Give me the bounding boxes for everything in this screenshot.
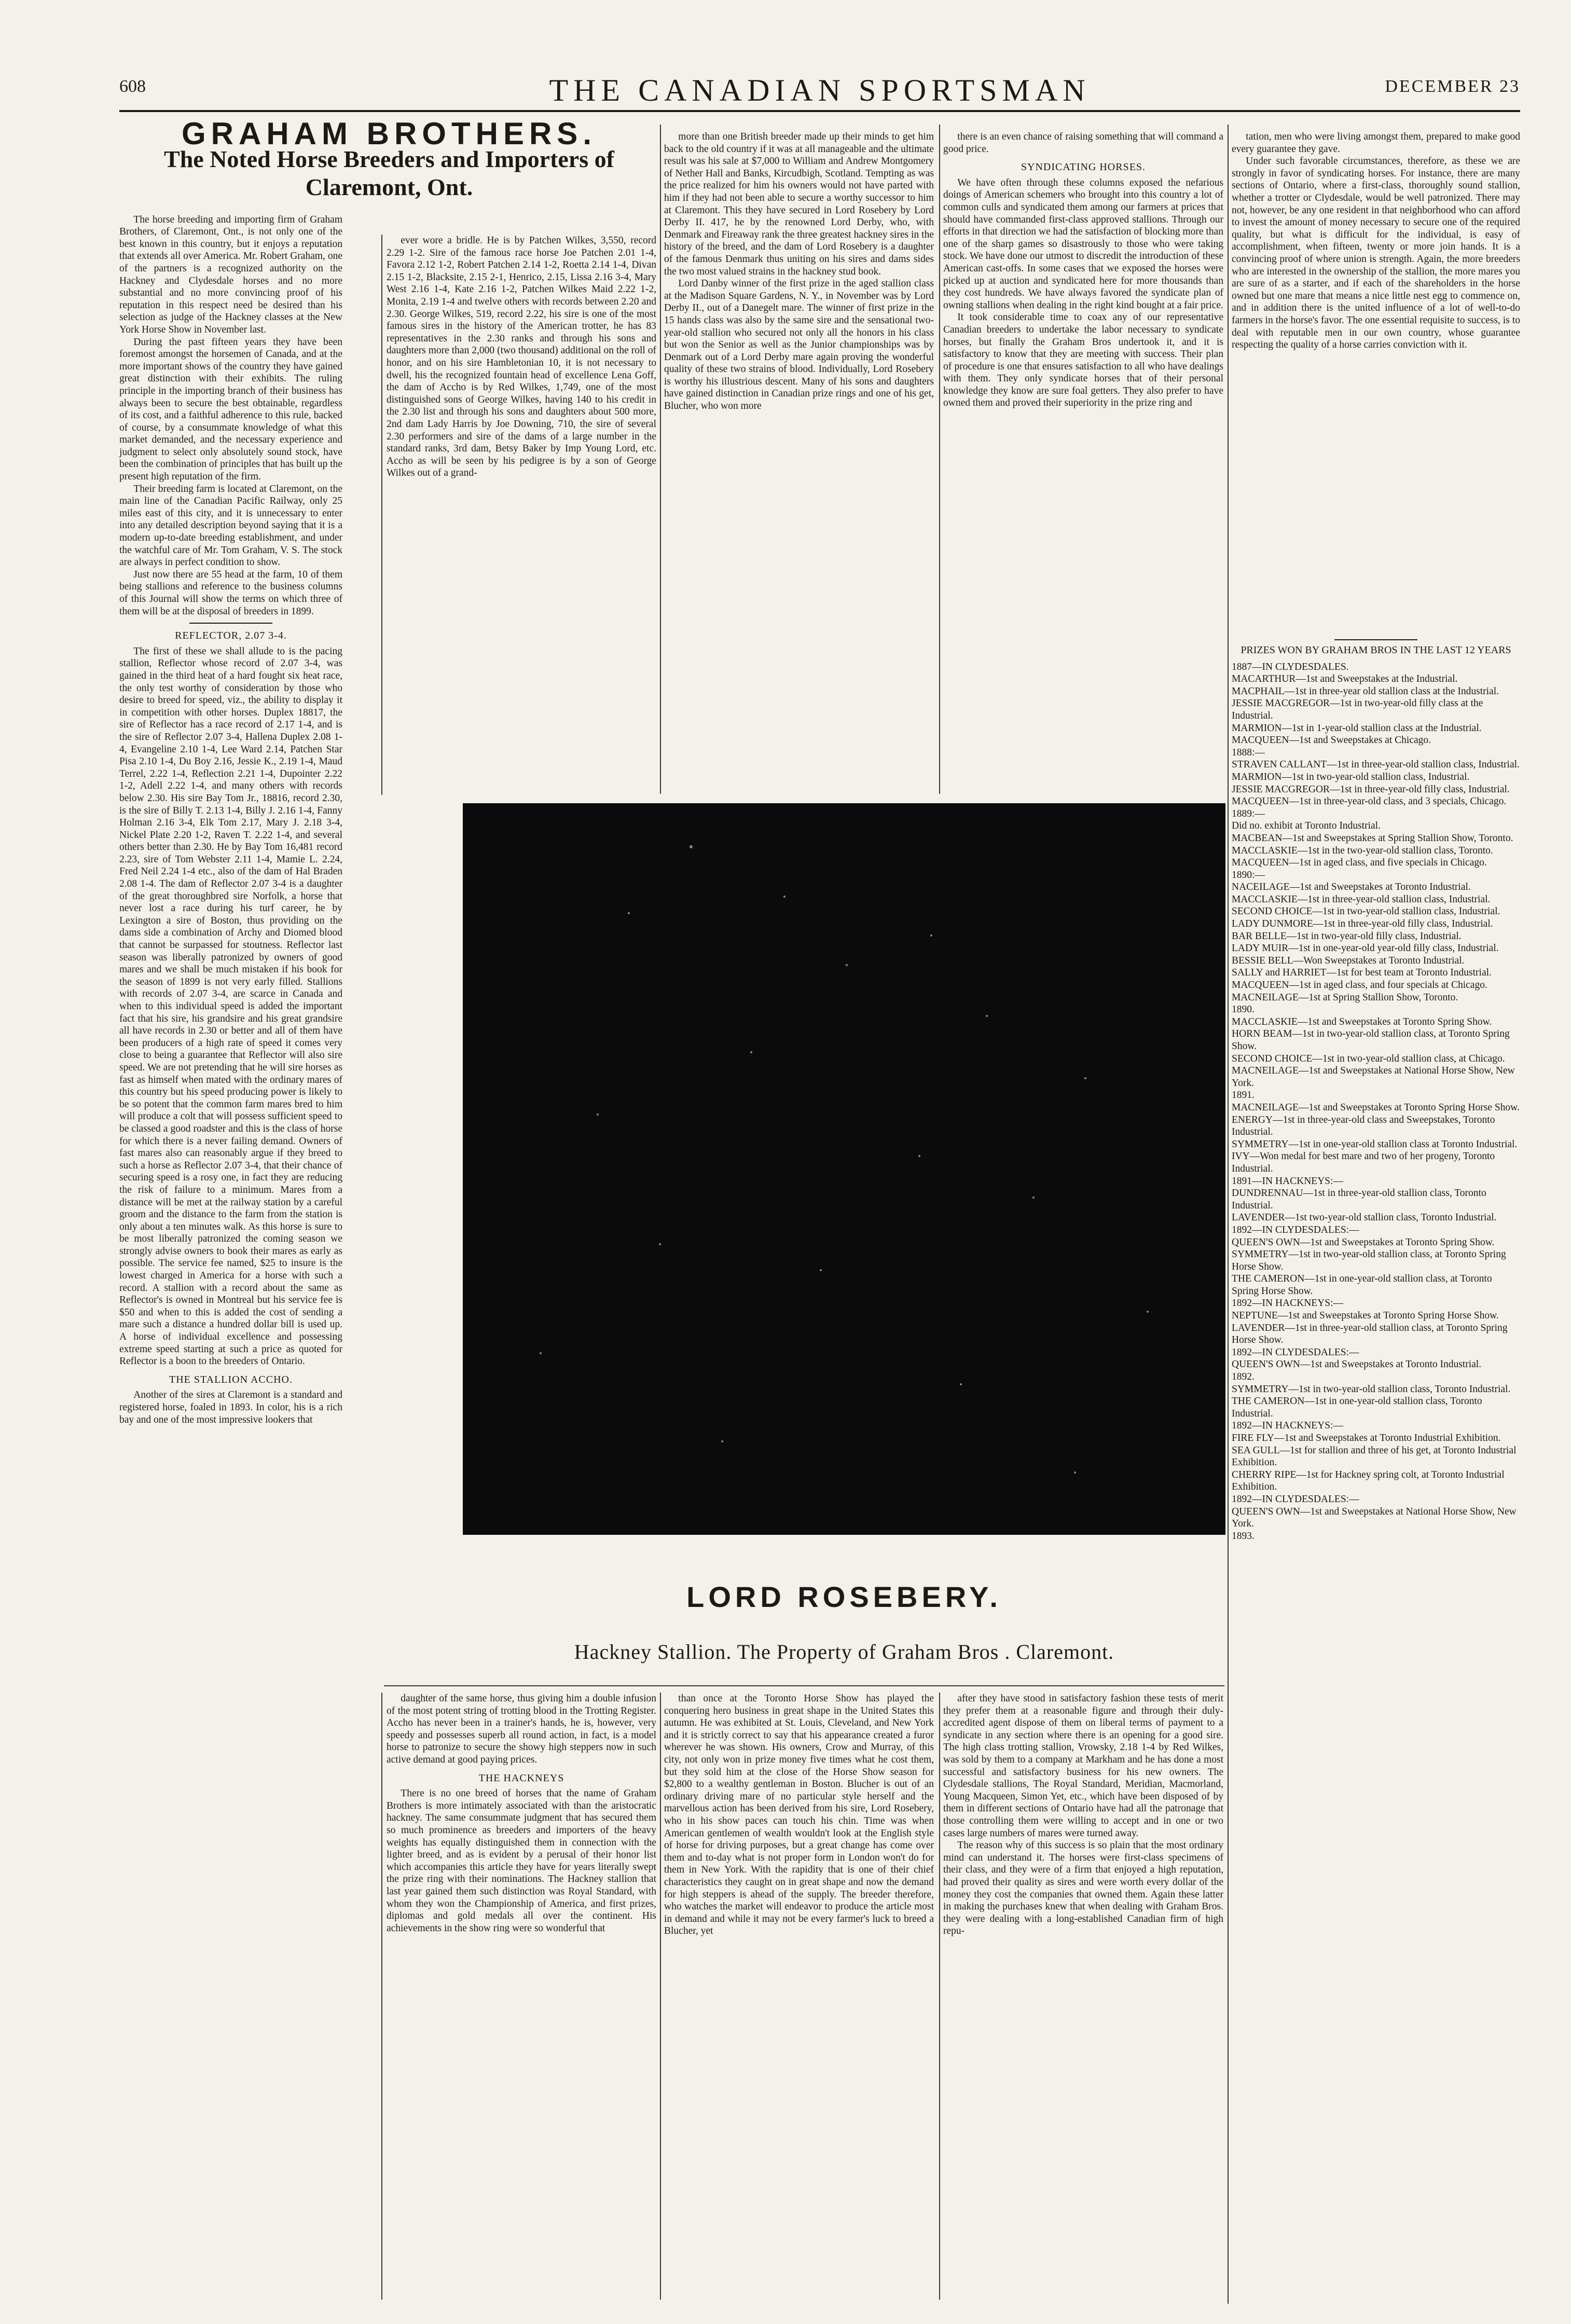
- prize-line: MACCLASKIE—1st in three-year-old stallion class, Industrial.: [1232, 893, 1491, 905]
- prize-line: SYMMETRY—1st in one-year-old stallion class at Toronto Industrial.: [1232, 1138, 1518, 1150]
- prize-heading: PRIZES WON BY GRAHAM BROS IN THE LAST 12 YEARS: [1241, 644, 1511, 656]
- prize-line: 1890:—: [1232, 869, 1265, 881]
- paragraph: ever wore a bridle. He is by Patchen Wilkes, 3,550, record 2.29 1-2. Sire of the famous race horse Joe Patchen 2.01 1-4, Favora 2.12 1-2, Robert Patchen 2.14 1-2, Roetta 2.14 1-4, Divan 2.15 1-2, Blacksite, 2.15 2-1, Henrico, 2.15, Lissa 2.16 3-4, Mary West 2.16 1-4, Kate 2.16 1-2, Patchen Wilkes Maid 2.22 1-2, Monita, 2.19 1-4 and twelve others with records between 2.20 and 2.30. George Wilkes, 519, record 2.22, his sire is one of the most famous sires in the history of the American trotter, he has 83 representatives in the 2.30 ranks and through his sons and daughters more than 2,000 (two thousand) additional on the roll of honor, and on his sire Hambletonian 10, it is not necessary to dwell, his the recognized fountain head of excellence Lena Goff, the dam of Accho is by Red Wilkes, 1,749, one of the most distinguished sons of George Wilkes, having 140 to his credit in the 2.30 list and through his sons and daughters about 500 more, 2nd dam Lady Harris by Joe Downing, 710, the sire of several 2.30 performers and sire of the dams of a large number in the standard ranks, 3rd dam, Betsy Baker by Imp Young Lord, etc. Accho as will be seen by his pedigree is by a son of George Wilkes out of a grand-: [387, 235, 656, 479]
- prize-line: SECOND CHOICE—1st in two-year-old stallion class, Industrial.: [1232, 906, 1500, 917]
- prize-line: 1890.: [1232, 1004, 1255, 1015]
- prize-line: MACCLASKIE—1st in the two-year-old stallion class, Toronto.: [1232, 845, 1493, 856]
- column-7: [664, 1693, 934, 1937]
- prize-line: Did no. exhibit at Toronto Industrial.: [1232, 820, 1381, 832]
- column-8: [943, 1693, 1223, 1937]
- section-heading-accho: THE STALLION ACCHO.: [169, 1373, 293, 1385]
- section-heading-syndicating: SYNDICATING HORSES.: [1021, 161, 1146, 173]
- prize-line: QUEEN'S OWN—1st and Sweepstakes at Toronto Industrial.: [1232, 1359, 1482, 1370]
- column-6: [387, 1693, 656, 1934]
- header-rule: [119, 110, 1520, 112]
- section-heading-reflector: REFLECTOR, 2.07 3-4.: [175, 630, 287, 642]
- prize-line: MARMION—1st in 1-year-old stallion class at the Industrial.: [1232, 722, 1482, 734]
- column-4: [943, 131, 1223, 409]
- paragraph: Their breeding farm is located at Claremont, on the main line of the Canadian Pacific Railway, only 25 miles east of this city, and it is unnecessary to enter into any detailed description beyond saying that it is a modern up-to-date breeding establishment, and under the watchful care of Mr. Tom Graham, V. S. The stock are always in perfect condition to show.: [119, 483, 342, 568]
- paragraph: During the past fifteen years they have been foremost amongst the horsemen of Canada, and at the more important shows of the country they have gained great distinction with their exhibits. The ruling principle in the importing branch of their business has always been to secure the best obtainable, regardless of its cost, and a faithful adherence to this rule, backed of course, by a consummate knowledge of what this market demanded, and the necessary experience and judgment to select only absolutely sound stock, have been the combination of principles that has built up the present high reputation of the firm.: [119, 336, 342, 483]
- paragraph: The horse breeding and importing firm of Graham Brothers, of Claremont, Ont., is not only one of the best known in this country, but it enjoys a reputation that extends all over America. Mr. Robert Graham, one of the partners is a recognized authority on the Hackney and Clydesdale horses and no more substantial and no more convincing proof of his reputation in this respect need be desired than his selection as judge of the Hackney classes at the New York Horse Show in November last.: [119, 214, 342, 335]
- prize-line: JESSIE MACGREGOR—1st in two-year-old filly class at the Industrial.: [1232, 698, 1483, 721]
- prize-line: MACQUEEN—1st in aged class, and five specials in Chicago.: [1232, 857, 1487, 869]
- prize-line: SECOND CHOICE—1st in two-year-old stallion class, at Chicago.: [1232, 1053, 1505, 1064]
- bottom-section-rule: [384, 1685, 1224, 1686]
- lord-rosebery-photo: [463, 803, 1225, 1535]
- prize-line: IVY—Won medal for best mare and two of her progeny, Toronto Industrial.: [1232, 1151, 1495, 1174]
- prize-line: MACARTHUR—1st and Sweepstakes at the Industrial.: [1232, 673, 1458, 685]
- column-3: [664, 131, 934, 412]
- column-rule: [660, 1693, 661, 2300]
- paragraph: There is no one breed of horses that the name of Graham Brothers is more intimately associated with than the aristocratic hackney. The same consummate judgment that has secured them so much prominence as breeders and importers of the heavy weights has equally distinguished them in connection with the lighter breed, and as is evident by a perusal of their honor list which accompanies this article they have for years literally swept the prize ring with their nominations. The Hackney stallion that last year gained them such distinction was Royal Standard, with whom they won the Championship of America, and first prizes, diplomas and gold medals all over the continent. His achievements in the show ring were so wonderful that: [387, 1788, 656, 1934]
- prize-line: MARMION—1st in two-year-old stallion class, Industrial.: [1232, 771, 1470, 782]
- page-header: [119, 73, 1520, 109]
- prize-line: LAVENDER—1st two-year-old stallion class, Toronto Industrial.: [1232, 1212, 1497, 1223]
- section-rule: [189, 623, 272, 624]
- column-rule: [381, 235, 382, 795]
- prize-line: MACBEAN—1st and Sweepstakes at Spring Stallion Show, Toronto.: [1232, 832, 1513, 844]
- prize-lines: [1232, 661, 1520, 1543]
- prize-line: STRAVEN CALLANT—1st in three-year-old stallion class, Industrial.: [1232, 759, 1520, 771]
- paragraph: Another of the sires at Claremont is a standard and registered horse, foaled in 1893. In color, his is a rich bay and one of the most impressive lookers that: [119, 1390, 342, 1425]
- prize-line: 1892—IN CLYDESDALES:—: [1232, 1346, 1359, 1358]
- column-rule: [660, 125, 661, 794]
- photo-caption-sub: Hackney Stallion. The Property of Graham Bros . Claremont.: [574, 1640, 1114, 1663]
- column-rule: [1228, 125, 1229, 2304]
- prize-line: MACNEILAGE—1st at Spring Stallion Show, Toronto.: [1232, 992, 1458, 1003]
- prize-line: SYMMETRY—1st in two-year-old stallion class, at Toronto Spring Horse Show.: [1232, 1249, 1506, 1272]
- prize-list: [1232, 639, 1520, 1542]
- paragraph: Lord Danby winner of the first prize in the aged stallion class at the Madison Square Gardens, N. Y., in November was by Lord Derby II., out of a Danegelt mare. The winner of first prize in the 15 hands class was also by the same sire and the sensational two-year-old stallion who secured not only all the honors in his class but won the Senior as well as the Junior championships was by Denmark out of a Lord Derby mare again proving the wonderful quality of these two strains of blood. Individually, Lord Rosebery is worthy his illustrious descent. Many of his sons and daughters have gained distinction in Canadian prize rings and one of his get, Blucher, who won more: [664, 278, 934, 412]
- column-rule: [939, 125, 940, 794]
- photo-caption-name: LORD ROSEBERY.: [686, 1580, 1002, 1613]
- page-number: 608: [119, 77, 146, 96]
- prize-line: LADY MUIR—1st in one-year-old year-old filly class, Industrial.: [1232, 943, 1499, 954]
- prize-line: QUEEN'S OWN—1st and Sweepstakes at National Horse Show, New York.: [1232, 1506, 1517, 1530]
- paragraph: We have often through these columns exposed the nefarious doings of American schemers who brought into this country a lot of common culls and syndicated them among our farmers at prices that should have commanded first-class approved stallions. Through our efforts in that direction we had the satisfaction of blocking more than one of the sharp games so disastrously to those who were taking stock. We have done our utmost to discredit the introduction of these American cast-offs. In some cases that we exposed the horses were picked up at auction and syndicated here for more thousands than they cost hundreds. We have always favored the syndicate plan of owning stallions when dealing in the right kind bought at a fair price.: [943, 177, 1223, 311]
- prize-line: CHERRY RIPE—1st for Hackney spring colt, at Toronto Industrial Exhibition.: [1232, 1469, 1505, 1493]
- prize-line: BAR BELLE—1st in two-year-old filly class, Industrial.: [1232, 930, 1462, 942]
- prize-line: BESSIE BELL—Won Sweepstakes at Toronto Industrial.: [1232, 955, 1465, 966]
- paragraph: Under such favorable circumstances, therefore, as these we are strongly in favor of syndicating horses. For instance, there are many sections of Ontario, where a first-class, thoroughly sound stallion, whether a trotter or Clydesdale, would be well patronized. There may not, however, be any one resident in that neighborhood who can afford to invest the amount of money necessary to secure one of the required quality, but what is difficult for the individual, is easy of accomplishment, when fifteen, twenty or more join hands. It is a convincing proof of where union is strength. Again, the more breeders who are interested in the ownership of the stallion, the more mares you are sure of as a starter, and if each of the shareholders in the horse owned but one mare that means a nice little nest egg to commence on, and in addition there is the united influence of a lot of well-to-do farmers in the horse's favor. The one essential requisite to success, is to deal with reputable men in our own country, whose guarantee respecting the quality of a horse carries conviction with it.: [1232, 156, 1520, 351]
- prize-line: MACNEILAGE—1st and Sweepstakes at Toronto Spring Horse Show.: [1232, 1102, 1520, 1113]
- column-rule: [939, 1693, 940, 2300]
- prize-line: 1892—IN CLYDESDALES:—: [1232, 1224, 1359, 1235]
- photo-image: [463, 803, 1225, 1535]
- prize-line: 1893.: [1232, 1530, 1255, 1542]
- prize-line: 1892—IN HACKNEYS:—: [1232, 1420, 1344, 1432]
- prize-line: 1891.: [1232, 1090, 1255, 1101]
- paragraph: daughter of the same horse, thus giving him a double infusion of the most potent string of trotting blood in the Trotting Register. Accho has never been in a trainer's hands, he is, however, very speedy and possesses superb all round action, in fact, is a model horse to patronize to secure the showy high steppers now in such active demand at good paying prices.: [387, 1693, 656, 1765]
- prize-line: DUNDRENNAU—1st in three-year-old stallion class, Toronto Industrial.: [1232, 1188, 1486, 1211]
- column-2: [387, 235, 656, 479]
- prize-line: SALLY and HARRIET—1st for best team at Toronto Industrial.: [1232, 967, 1492, 979]
- prize-line: 1888:—: [1232, 747, 1265, 758]
- prize-rule: [1334, 639, 1417, 640]
- prize-line: MACQUEEN—1st in three-year-old class, and 3 specials, Chicago.: [1232, 796, 1507, 807]
- prize-line: QUEEN'S OWN—1st and Sweepstakes at Toronto Spring Show.: [1232, 1236, 1495, 1248]
- prize-line: LAVENDER—1st in three-year-old stallion class, at Toronto Spring Horse Show.: [1232, 1322, 1508, 1346]
- prize-line: THE CAMERON—1st in one-year-old stallion class, Toronto Industrial.: [1232, 1396, 1482, 1419]
- prize-line: NEPTUNE—1st and Sweepstakes at Toronto Spring Horse Show.: [1232, 1310, 1499, 1322]
- paragraph: The reason why of this success is so plain that the most ordinary mind can understand it. The horses were first-class specimens of their class, and they were of a firm that enjoyed a high reputation, had proved their quality as sires and were worth every dollar of the money they cost the companies that owned them. Again these latter in making the purchases knew that when dealing with Graham Bros. they were dealing with a long-established Canadian firm of high repu-: [943, 1840, 1223, 1937]
- prize-line: MACPHAIL—1st in three-year old stallion class at the Industrial.: [1232, 685, 1499, 697]
- paragraph: more than one British breeder made up their minds to get him back to the old country if it was at all manageable and the ultimate result was his sale at $7,000 to William and Andrew Montgomery of Nether Hall and Banks, Kircudbigh, Scotland. Tempting as was the price realized for him his owners would not have parted with him if they had not been able to secure a worthy successor to him at Claremont. This they have secured in Lord Rosebery by Lord Derby II. 417, he by the renowned Lord Derby, who, with Denmark and Fireaway rank the three greatest hackney sires in the history of the breed, and the dam of Lord Rosebery is a daughter of the famous Denmark thus uniting on his sires and dams sides the two most valued strains in the hackney stud book.: [664, 131, 934, 277]
- prize-line: JESSIE MACGREGOR—1st in three-year-old filly class, Industrial.: [1232, 783, 1510, 795]
- prize-line: 1892—IN HACKNEYS:—: [1232, 1298, 1344, 1309]
- prize-line: 1892—IN CLYDESDALES:—: [1232, 1493, 1359, 1505]
- column-1-body: [119, 214, 342, 1426]
- prize-line: THE CAMERON—1st in one-year-old stallion class, at Toronto Spring Horse Show.: [1232, 1273, 1492, 1297]
- prize-line: 1891—IN HACKNEYS:—: [1232, 1175, 1344, 1187]
- prize-line: 1887—IN CLYDESDALES.: [1232, 661, 1349, 672]
- prize-line: MACQUEEN—1st and Sweepstakes at Chicago.: [1232, 735, 1431, 746]
- article-title: GRAHAM BROTHERS.: [182, 116, 597, 151]
- prize-line: NACEILAGE—1st and Sweepstakes at Toronto Industrial.: [1232, 882, 1471, 893]
- prize-line: FIRE FLY—1st and Sweepstakes at Toronto Industrial Exhibition.: [1232, 1433, 1501, 1443]
- article-subtitle: The Noted Horse Breeders and Importers of Claremont, Ont.: [164, 145, 614, 200]
- paragraph: than once at the Toronto Horse Show has played the conquering hero business in great shape in the United States this autumn. He was exhibited at St. Louis, Cleveland, and New York and it is strictly correct to say that his appearance created a furor wherever he was shown. His owners, Crow and Murray, of this city, not only won in prize money five times what he cost them, but they sold him at the close of the Horse Show season for $2,800 to a wealthy gentleman in Boston. Blucher is out of an ordinary driving mare of no particular style herself and the marvellous action has been derived from his sire, Lord Rosebery, who in his show paces can touch his chin. Time was when American gentlemen of wealth wouldn't look at the English style of horse for driving purposes, but a great change has come over them and to-day what is not proper form in London won't do for them in New York. With the rapidity that is one of their chief characteristics they caught on in great shape and now the demand for high steppers is ahead of the supply. The breeder therefore, who watches the market will endeavor to produce the article most in demand and while it may not be every farmer's luck to breed a Blucher, yet: [664, 1693, 934, 1937]
- prize-line: SYMMETRY—1st in two-year-old stallion class, Toronto Industrial.: [1232, 1383, 1511, 1395]
- prize-line: LADY DUNMORE—1st in three-year-old filly class, Industrial.: [1232, 918, 1493, 930]
- section-heading-hackneys: THE HACKNEYS: [478, 1772, 564, 1784]
- masthead: THE CANADIAN SPORTSMAN: [549, 73, 1091, 107]
- prize-line: HORN BEAM—1st in two-year-old stallion class, at Toronto Spring Show.: [1232, 1028, 1510, 1052]
- paragraph: tation, men who were living amongst them, prepared to make good every guarantee they gave.: [1232, 131, 1520, 155]
- column-rule: [381, 1693, 382, 2300]
- paragraph: The first of these we shall allude to is the pacing stallion, Reflector whose record of 2.07 3-4, was gained in the third heat of a hard fought six heat race, the only test worthy of consideration by those who desire to breed for speed, viz., the ability to display it in competition with other horses. Duplex 18817, the sire of Reflector has a race record of 2.17 1-4, and is the sire of Reflector 2.07 3-4, Hallena Duplex 2.08 1-4, Evangeline 2.10 1-4, Lee Ward 2.14, Patchen Star Pisa 2.10 1-4, Du Boy 2.16, Jessie K., 2.19 1-4, Maud Terrel, 2.22 1-4, Reflection 2.21 1-4, Dupointer 2.22 1-2, Adell 2.22 1-4, and many others with records below 2.30. His sire Bay Tom Jr., 18816, record 2.30, is the sire of Billy T. 2.13 1-4, Billy J. 2.16 1-4, Fanny Holman 2.16 3-4, Elk Tom 2.17, Mary J. 2.18 3-4, Nickel Plate 2.20 1-2, Raven T. 2.22 1-4, and several others better than 2.30. He by Bay Tom 16,481 record 2.23, sire of Tom Webster 2.11 1-4, Mamie L. 2.24, Fred Neil 2.24 1-4 etc., also of the dam of Hal Braden 2.08 1-4. The dam of Reflector 2.07 3-4 is a daughter of the great thoroughbred sire Norfolk, a horse that never lost a race during his turf career, he by Lexington a sire of Boston, thus providing on the dams side a combination of Archy and Diomed blood that cannot be surpassed for stoutness. Reflector last season was liberally patronized by owners of good mares and we shall be much mistaken if his book for the season of 1899 is not very early filled. Stallions with records of 2.07 3-4, are scarce in Canada and when to this individual speed is added the important fact that his sire, his grandsire and his great grandsire all have records in 2.30 or better and all of them have been producers of a high rate of speed it comes very close to being a guarantee that Reflector will also sire speed. We are not pretending that he will sire horses as fast as himself when mated with the ordinary mares of this country but his speed producing power is likely to be so potent that the common farm mares bred to him will produce a colt that will possess sufficient speed to be classed a good roadster and this is the class of horse for which there is a never failing demand. Owners of fast mares also can reasonably argue if they breed to such a horse as Reflector 2.07 3-4, that their chance of securing speed is a rosy one, in fact they are reducing the risk of failure to a minimum. Mares from a distance will be met at the railway station by a careful groom and the distance to the farm from the station is only about a ten minutes walk. As this horse is sure to be most liberally patronized the coming season we strongly advise owners to book their mares as early as possible. The service fee named, $25 to insure is the lowest charged in America for a horse with such a record. A stallion with a record about the same as Reflector's is owned in Montreal but his service fee is $50 and when to this is added the cost of sending a mare such a distance a hundred dollar bill is used up. A horse of individual excellence and possessing extreme speed starting at such a price as quoted for Reflector is a boon to the breeders of Ontario.: [119, 645, 342, 1367]
- paragraph: after they have stood in satisfactory fashion these tests of merit they prefer them at a reasonable figure and through their duly-accredited agent dispose of them on liberal terms of payment to a syndicate in any section where there is an opening for a good sire. The high class trotting stallion, Vrowsky, 2.18 1-4 by Red Wilkes, was sold by them to a company at Markham and he has done a most successful and satisfactory business for his new owners. The Clydesdale stallions, The Royal Standard, Meridian, Macmorland, Young Macqueen, Simon Yet, etc., which have been disposed of by them in different sections of Ontario have had all the patronage that those controlling them were willing to accept and in one or two cases large numbers of mares were turned away.: [943, 1693, 1223, 1839]
- prize-line: MACQUEEN—1st in aged class, and four specials at Chicago.: [1232, 980, 1487, 991]
- prize-line: 1892.: [1232, 1371, 1255, 1383]
- prize-line: ENERGY—1st in three-year-old class and Sweepstakes, Toronto Industrial.: [1232, 1114, 1495, 1138]
- paragraph: there is an even chance of raising something that will command a good price.: [943, 131, 1223, 155]
- prize-line: MACNEILAGE—1st and Sweepstakes at National Horse Show, New York.: [1232, 1065, 1515, 1089]
- issue-date: DECEMBER 23: [1385, 77, 1520, 96]
- prize-line: 1889:—: [1232, 808, 1265, 819]
- prize-line: SEA GULL—1st for stallion and three of his get, at Toronto Industrial Exhibition.: [1232, 1445, 1517, 1468]
- paragraph: Just now there are 55 head at the farm, 10 of them being stallions and reference to the business columns of this Journal will show the terms on which three of them will be at the disposal of breeders in 1899.: [119, 569, 342, 617]
- paragraph: It took considerable time to coax any of our representative Canadian breeders to undertake the labor necessary to syndicate horses, but finally the Graham Bros undertook it, and it is satisfactory to know that they are meeting with success. Their plan of procedure is one that ensures satisfaction to all who have dealings with them. They only syndicate horses that of their personal knowledge they know are sure foal getters. They also prefer to have owned them and proved their superiority in the prize ring and: [943, 312, 1223, 409]
- column-5: [1232, 131, 1520, 351]
- prize-line: MACCLASKIE—1st and Sweepstakes at Toronto Spring Show.: [1232, 1016, 1492, 1027]
